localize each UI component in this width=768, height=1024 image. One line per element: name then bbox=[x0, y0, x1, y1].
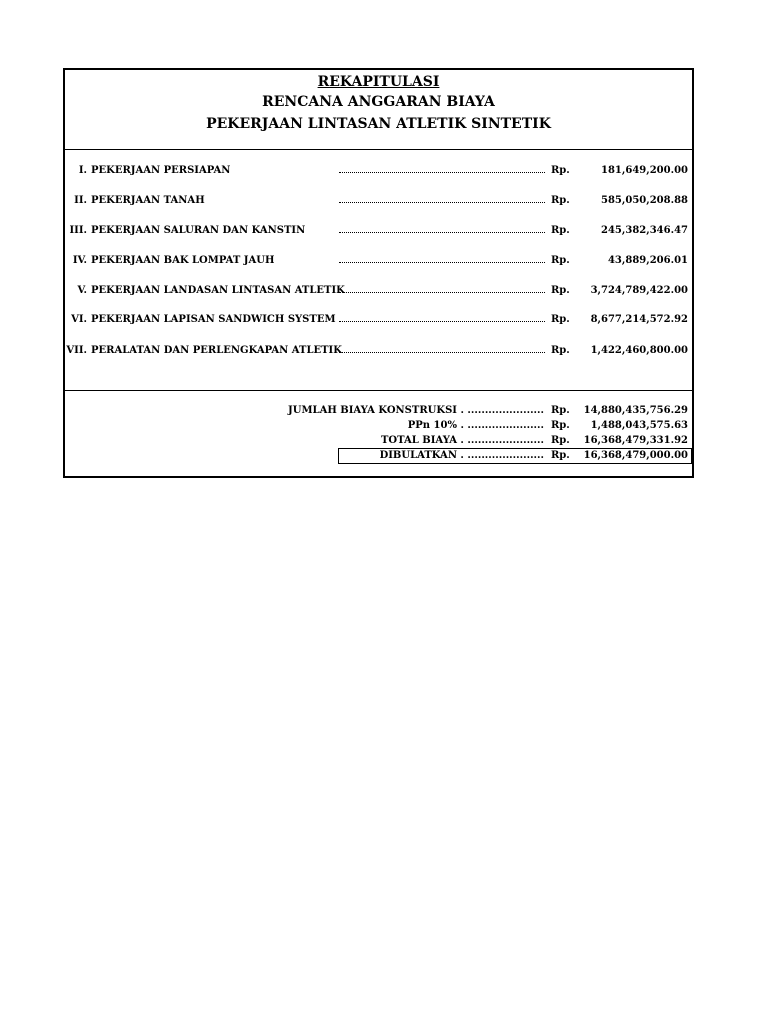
project-name: PEKERJAAN LINTASAN ATLETIK SINTETIK bbox=[206, 116, 551, 132]
currency-label: Rp. bbox=[551, 225, 570, 236]
list-item bbox=[65, 192, 692, 210]
currency-label: Rp. bbox=[551, 314, 570, 325]
currency-label: Rp. bbox=[551, 285, 570, 296]
item-number: I. bbox=[78, 165, 87, 176]
list-item bbox=[65, 222, 692, 240]
dotted-leader bbox=[339, 342, 545, 360]
total-cost-amount: 16,368,479,331.92 bbox=[583, 435, 688, 446]
construction-cost-row bbox=[65, 403, 692, 418]
summary-block bbox=[65, 390, 692, 476]
item-number: VI. bbox=[71, 314, 87, 325]
item-amount: 8,677,214,572.92 bbox=[590, 314, 688, 325]
work-items-list bbox=[65, 150, 692, 390]
budget-recap-sheet bbox=[63, 68, 694, 478]
currency-label: Rp. bbox=[551, 345, 570, 356]
dotted-leader bbox=[339, 222, 545, 240]
list-item bbox=[65, 162, 692, 180]
construction-cost-amount: 14,880,435,756.29 bbox=[583, 405, 688, 416]
dotted-leader bbox=[339, 192, 545, 210]
item-label: PEKERJAAN SALURAN DAN KANSTIN bbox=[91, 225, 306, 236]
currency-label: Rp. bbox=[551, 420, 570, 431]
construction-cost-label: JUMLAH BIAYA KONSTRUKSI . ...................... bbox=[288, 405, 544, 416]
item-label: PEKERJAAN BAK LOMPAT JAUH bbox=[91, 255, 275, 266]
ppn-label: PPn 10% . ...................... bbox=[407, 420, 544, 431]
document-subtitle: RENCANA ANGGARAN BIAYA bbox=[262, 94, 495, 110]
rounded-total-row bbox=[65, 448, 692, 463]
rounded-total-label: DIBULATKAN . ...................... bbox=[379, 450, 544, 461]
dotted-leader bbox=[339, 252, 545, 270]
total-cost-label: TOTAL BIAYA . ...................... bbox=[380, 435, 544, 446]
item-number: II. bbox=[74, 195, 87, 206]
title-block bbox=[65, 70, 692, 150]
item-label: PEKERJAAN TANAH bbox=[91, 195, 205, 206]
rounded-total-amount: 16,368,479,000.00 bbox=[583, 450, 688, 461]
item-amount: 3,724,789,422.00 bbox=[590, 285, 688, 296]
item-label: PEKERJAAN LAPISAN SANDWICH SYSTEM bbox=[91, 314, 336, 325]
currency-label: Rp. bbox=[551, 255, 570, 266]
item-number: V. bbox=[77, 285, 87, 296]
total-cost-row bbox=[65, 433, 692, 448]
item-amount: 1,422,460,800.00 bbox=[590, 345, 688, 356]
dotted-leader bbox=[339, 311, 545, 329]
ppn-row bbox=[65, 418, 692, 433]
item-amount: 245,382,346.47 bbox=[601, 225, 688, 236]
currency-label: Rp. bbox=[551, 450, 570, 461]
currency-label: Rp. bbox=[551, 405, 570, 416]
item-label: PEKERJAAN PERSIAPAN bbox=[91, 165, 231, 176]
item-amount: 181,649,200.00 bbox=[601, 165, 688, 176]
item-number: IV. bbox=[72, 255, 87, 266]
item-label: PEKERJAAN LANDASAN LINTASAN ATLETIK bbox=[91, 285, 345, 296]
currency-label: Rp. bbox=[551, 195, 570, 206]
item-amount: 585,050,208.88 bbox=[601, 195, 688, 206]
list-item bbox=[65, 311, 692, 329]
list-item bbox=[65, 342, 692, 360]
dotted-leader bbox=[339, 162, 545, 180]
item-label: PERALATAN DAN PERLENGKAPAN ATLETIK bbox=[91, 345, 342, 356]
dotted-leader bbox=[339, 282, 545, 300]
item-number: III. bbox=[69, 225, 87, 236]
item-amount: 43,889,206.01 bbox=[607, 255, 688, 266]
ppn-amount: 1,488,043,575.63 bbox=[590, 420, 688, 431]
currency-label: Rp. bbox=[551, 165, 570, 176]
list-item bbox=[65, 282, 692, 300]
document-title: REKAPITULASI bbox=[317, 74, 440, 90]
list-item bbox=[65, 252, 692, 270]
item-number: VII. bbox=[66, 345, 87, 356]
currency-label: Rp. bbox=[551, 435, 570, 446]
